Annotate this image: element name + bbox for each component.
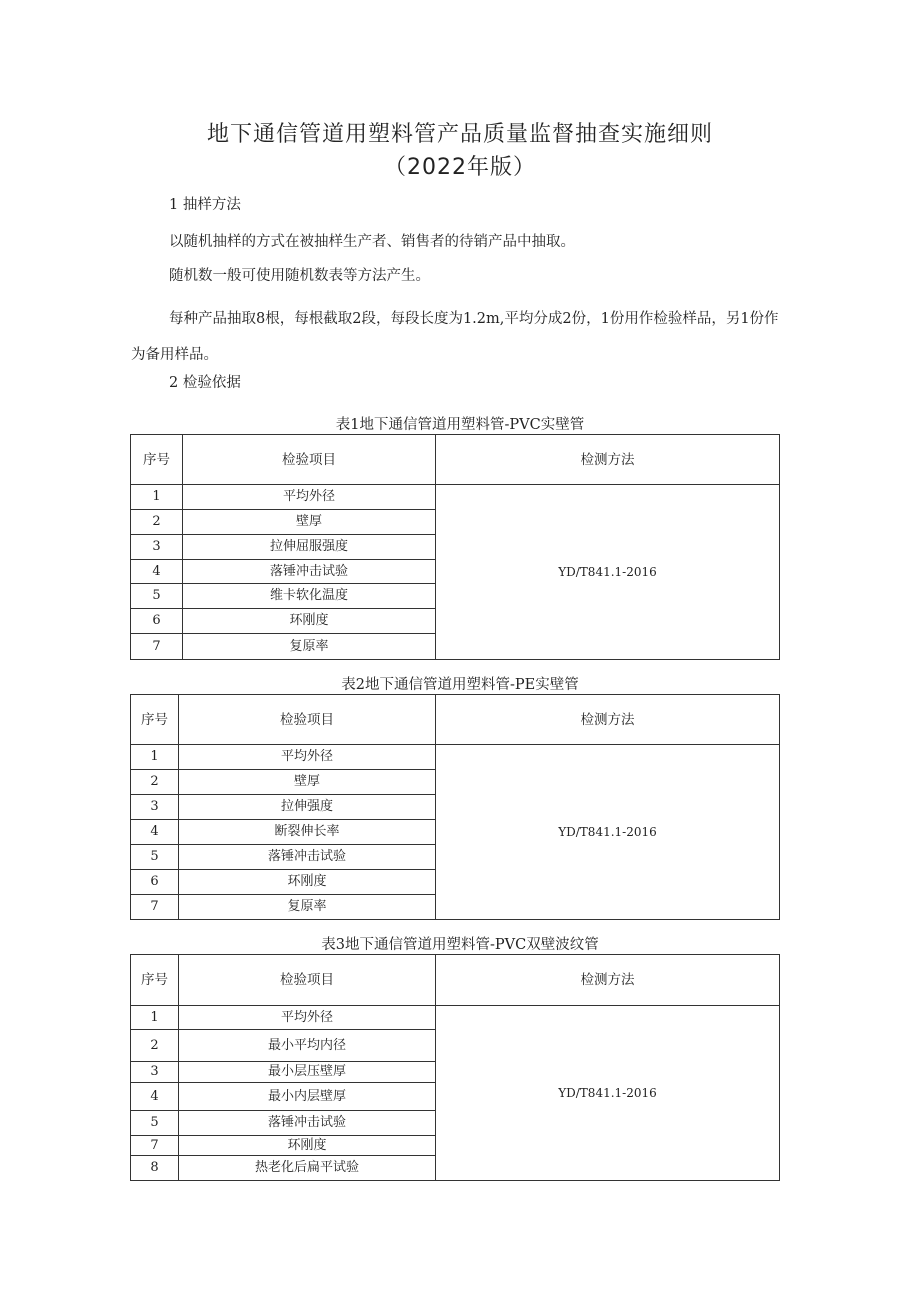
row-no: 6 xyxy=(131,609,183,634)
row-item: 壁厚 xyxy=(183,510,436,535)
header-item: 检验项目 xyxy=(179,695,436,745)
row-no: 7 xyxy=(131,895,179,920)
row-item: 复原率 xyxy=(183,634,436,660)
row-item: 热老化后扁平试验 xyxy=(179,1156,436,1181)
row-no: 5 xyxy=(131,584,183,609)
section-1-heading: 1 抽样方法 xyxy=(169,197,241,213)
table-header-row xyxy=(131,435,780,485)
row-no: 8 xyxy=(131,1156,179,1181)
row-item: 拉伸屈服强度 xyxy=(183,535,436,560)
row-no: 4 xyxy=(131,820,179,845)
row-no: 4 xyxy=(131,1083,179,1111)
header-item: 检验项目 xyxy=(179,955,436,1006)
table-2 xyxy=(130,694,780,920)
row-item: 最小层压壁厚 xyxy=(179,1062,436,1083)
header-method: 检测方法 xyxy=(436,435,780,485)
document-title: 地下通信管道用塑料管产品质量监督抽查实施细则 xyxy=(206,122,713,147)
row-item: 落锤冲击试验 xyxy=(179,1111,436,1136)
table-3-caption: 表3地下通信管道用塑料管-PVC双壁波纹管 xyxy=(321,937,599,953)
row-item: 拉伸强度 xyxy=(179,795,436,820)
table-3 xyxy=(130,954,780,1181)
row-no: 7 xyxy=(131,1136,179,1156)
section-1-paragraph-3: 每种产品抽取8根，每根截取2段，每段长度为1.2m,平均分成2份，1份用作检验样品，另1份作为备用样品。 xyxy=(131,311,779,363)
table-1-caption: 表1地下通信管道用塑料管-PVC实壁管 xyxy=(335,417,585,433)
row-item: 环刚度 xyxy=(183,609,436,634)
table-2-caption: 表2地下通信管道用塑料管-PE实壁管 xyxy=(341,677,579,693)
table-header-row xyxy=(131,955,780,1006)
row-no: 4 xyxy=(131,560,183,584)
header-item: 检验项目 xyxy=(183,435,436,485)
table-row xyxy=(131,1006,780,1030)
row-no: 5 xyxy=(131,845,179,870)
row-item: 复原率 xyxy=(179,895,436,920)
row-no: 6 xyxy=(131,870,179,895)
row-no: 2 xyxy=(131,1030,179,1062)
header-no: 序号 xyxy=(131,435,183,485)
section-2-heading: 2 检验依据 xyxy=(169,375,241,391)
row-item: 壁厚 xyxy=(179,770,436,795)
table-1 xyxy=(130,434,780,660)
section-1-paragraph-1: 以随机抽样的方式在被抽样生产者、销售者的待销产品中抽取。 xyxy=(169,234,575,250)
header-method: 检测方法 xyxy=(436,695,780,745)
row-no: 1 xyxy=(131,1006,179,1030)
test-method: YD/T841.1-2016 xyxy=(436,1006,780,1181)
test-method: YD/T841.1-2016 xyxy=(436,485,780,660)
row-item: 落锤冲击试验 xyxy=(183,560,436,584)
header-no: 序号 xyxy=(131,695,179,745)
header-no: 序号 xyxy=(131,955,179,1006)
row-no: 2 xyxy=(131,510,183,535)
row-no: 2 xyxy=(131,770,179,795)
row-no: 1 xyxy=(131,745,179,770)
row-no: 3 xyxy=(131,795,179,820)
table-header-row xyxy=(131,695,780,745)
row-item: 断裂伸长率 xyxy=(179,820,436,845)
row-item: 维卡软化温度 xyxy=(183,584,436,609)
row-no: 5 xyxy=(131,1111,179,1136)
row-item: 平均外径 xyxy=(179,1006,436,1030)
table-row xyxy=(131,485,780,510)
row-item: 最小平均内径 xyxy=(179,1030,436,1062)
section-1-paragraph-2: 随机数一般可使用随机数表等方法产生。 xyxy=(169,268,430,284)
row-no: 3 xyxy=(131,535,183,560)
row-item: 平均外径 xyxy=(179,745,436,770)
row-item: 平均外径 xyxy=(183,485,436,510)
test-method: YD/T841.1-2016 xyxy=(436,745,780,920)
header-method: 检测方法 xyxy=(436,955,780,1006)
row-item: 环刚度 xyxy=(179,1136,436,1156)
row-no: 1 xyxy=(131,485,183,510)
row-item: 落锤冲击试验 xyxy=(179,845,436,870)
table-row xyxy=(131,745,780,770)
row-no: 7 xyxy=(131,634,183,660)
document-edition: （2022年版） xyxy=(384,155,536,180)
row-item: 环刚度 xyxy=(179,870,436,895)
row-item: 最小内层壁厚 xyxy=(179,1083,436,1111)
row-no: 3 xyxy=(131,1062,179,1083)
